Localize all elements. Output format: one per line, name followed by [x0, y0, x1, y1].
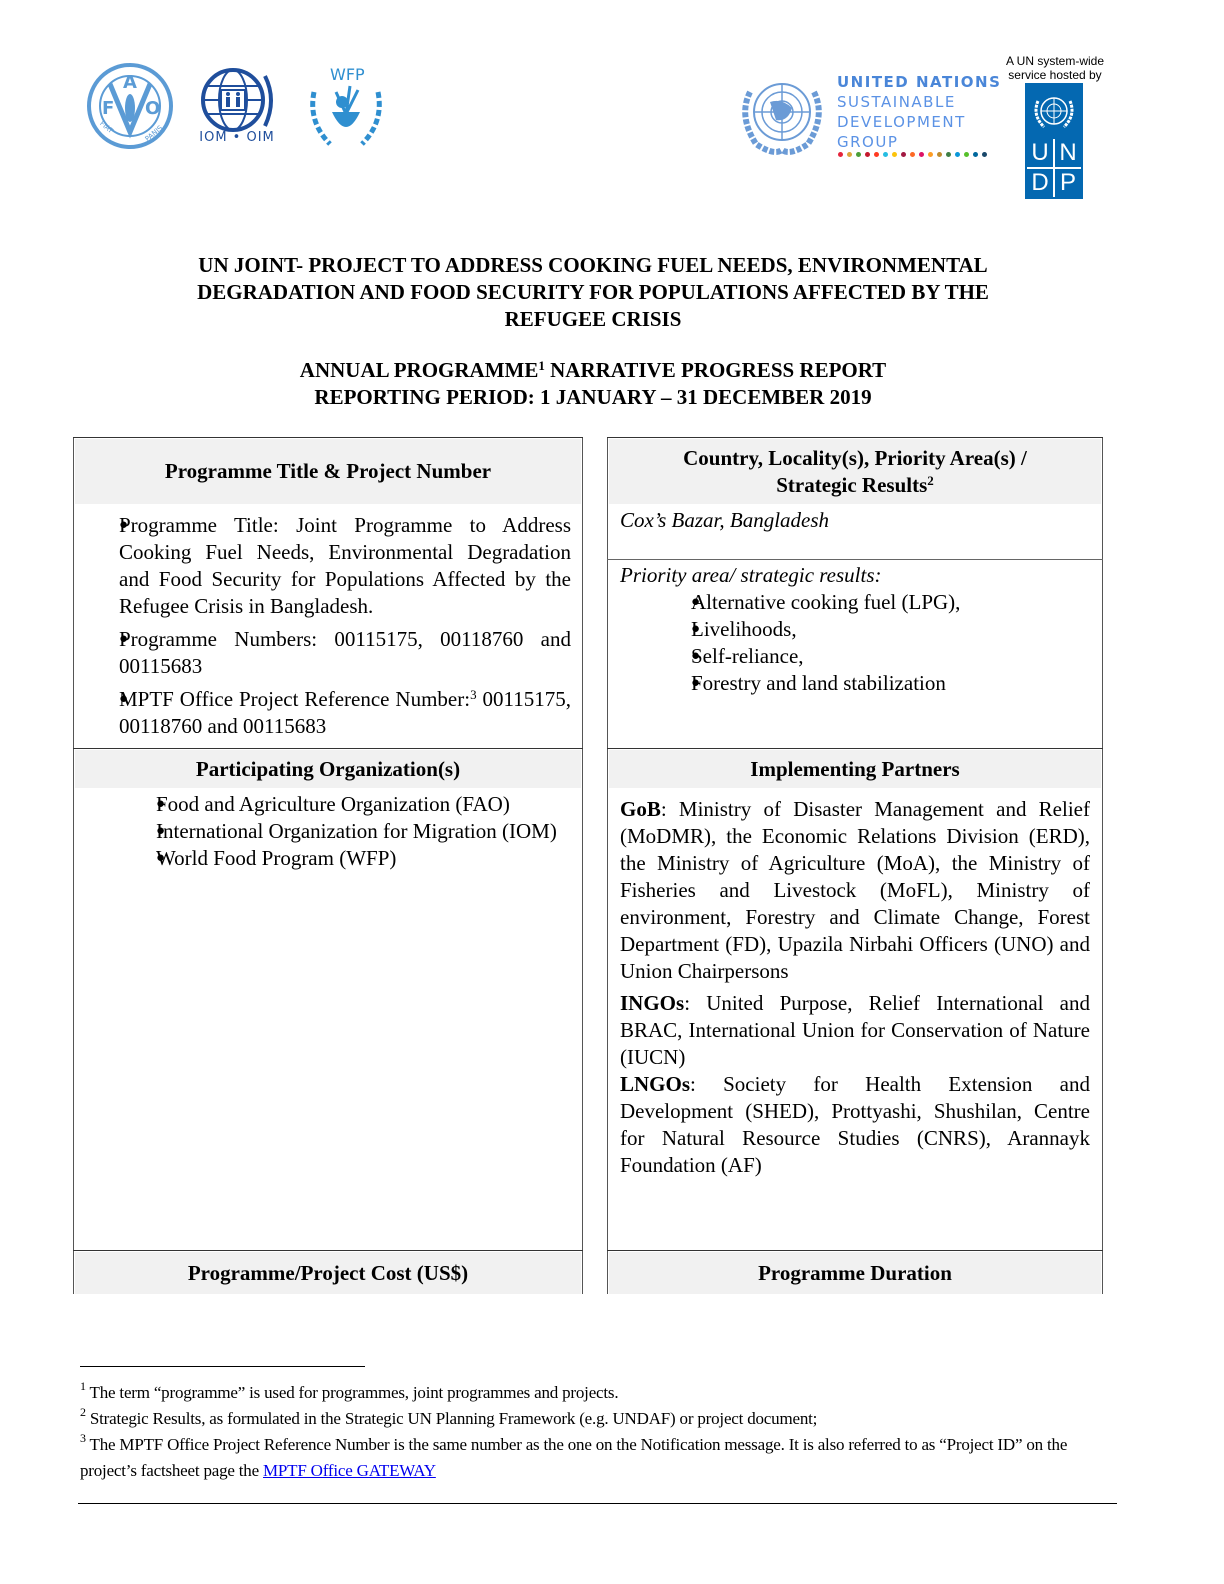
unsdg-line: UNITED NATIONS: [837, 73, 1002, 91]
unsdg-line: SUSTAINABLE: [837, 93, 956, 111]
partner-group-gob: [620, 796, 1090, 985]
wfp-logo: [300, 62, 392, 152]
page-footer-rule: [78, 1503, 1117, 1504]
partner-group-label: INGOs: [620, 991, 685, 1015]
sdg-dot: [856, 152, 861, 157]
country-header-line: Country, Locality(s), Priority Area(s) /: [683, 445, 1027, 470]
undp-letter: D: [1027, 169, 1053, 197]
sdg-dot: [955, 152, 960, 157]
priority-label: Priority area/ strategic results:: [620, 563, 882, 587]
undp-logo: [1025, 83, 1083, 199]
partner-group-ingos: [620, 990, 1090, 1071]
sdg-dot: [901, 152, 906, 157]
country-header-text: Strategic Results: [776, 472, 928, 497]
participating-orgs-header: Participating Organization(s): [75, 750, 581, 788]
sdg-dot: [883, 152, 888, 157]
priority-item: ● Forestry and land stabilization: [691, 670, 1090, 697]
svg-text:FIAT: FIAT: [98, 119, 115, 136]
mptf-gateway-link[interactable]: MPTF Office GATEWAY: [263, 1461, 436, 1480]
footnote-text: The MPTF Office Project Reference Number is the same number as the one on the Notification message. It is also referred to as “Project ID” on the project’s factsheet page the: [80, 1435, 1068, 1480]
hosted-by-caption: A UN system-wide service hosted by: [1005, 54, 1105, 82]
undp-letter: U: [1027, 139, 1053, 167]
priority-item: ● Self-reliance,: [691, 643, 1090, 670]
report-type-line: [80, 357, 1106, 384]
fao-logo: [86, 62, 174, 150]
unsdg-line: GROUP: [837, 133, 899, 151]
mptf-label: MPTF Office Project Reference Number:: [119, 687, 471, 711]
svg-text:O: O: [145, 98, 161, 119]
sdg-dot: [892, 152, 897, 157]
report-type-prefix: ANNUAL PROGRAMME: [299, 358, 539, 382]
sdg-color-dots: [838, 152, 987, 157]
sdg-dot: [919, 152, 924, 157]
partner-group-label: GoB: [620, 797, 661, 821]
table-border: [607, 1250, 1103, 1251]
partner-group-text: : Society for Health Extension and Development (SHED), Prottyashi, Shushilan, Centre for Natural Resource Studies (CNRS), Arannayk Foundation (AF): [620, 1072, 1090, 1177]
sdg-dot: [928, 152, 933, 157]
footnote-ref[interactable]: 1: [538, 358, 545, 373]
undp-letter: N: [1055, 139, 1081, 167]
country-header-line-2: [776, 472, 934, 499]
sdg-dot: [910, 152, 915, 157]
unsdg-line: DEVELOPMENT: [837, 113, 966, 131]
sdg-dot: [865, 152, 870, 157]
mptf-value: 00115175, 00118760 and 00115683: [119, 687, 571, 738]
document-title: [80, 252, 1106, 333]
partner-group-label: LNGOs: [620, 1072, 691, 1096]
footnote-1: [80, 1380, 1080, 1406]
footnote-number: 3: [80, 1431, 86, 1445]
footnote-number: 1: [80, 1379, 86, 1393]
implementing-partners: [620, 796, 1090, 1179]
programme-info: [85, 512, 571, 740]
unsdg-wordmark: [837, 72, 1001, 152]
priority-item: ● Alternative cooking fuel (LPG),: [691, 589, 1090, 616]
sdg-dot: [874, 152, 879, 157]
sdg-dot: [937, 152, 942, 157]
footnote-ref[interactable]: 3: [470, 687, 477, 702]
footnote-text: The term “programme” is used for programmes, joint programmes and projects.: [85, 1383, 619, 1402]
programme-cost-header: Programme/Project Cost (US$): [75, 1252, 581, 1294]
svg-text:PANIS: PANIS: [143, 123, 165, 144]
programme-duration-header: Programme Duration: [609, 1252, 1101, 1294]
participating-orgs-list: [120, 791, 570, 872]
footnote-number: 2: [80, 1405, 86, 1419]
table-border: [607, 748, 1103, 749]
partner-group-text: : Ministry of Disaster Management and Relief (MoDMR), the Economic Relations Division (ERD), the Ministry of Agriculture (MoA), the Ministry of Fisheries and Livestock (MoFL), Ministry of environment, Forestry and Climate Change, Forest Department (FD), Upazila Nirbahi Officers (UNO) and Union Chairpersons: [620, 797, 1090, 983]
sdg-dot: [982, 152, 987, 157]
programme-numbers-item: [119, 626, 571, 680]
programme-title-item: [119, 512, 571, 620]
undp-letter: P: [1055, 169, 1081, 197]
participating-org: ● World Food Program (WFP): [156, 845, 570, 872]
programme-title-header: Programme Title & Project Number: [75, 439, 581, 504]
footnote-2: [80, 1406, 1080, 1432]
participating-org: ● Food and Agriculture Organization (FAO): [156, 791, 570, 818]
table-border: [73, 1250, 583, 1251]
sdg-dot: [964, 152, 969, 157]
footnotes: [80, 1380, 1080, 1484]
report-type-suffix: NARRATIVE PROGRESS REPORT: [544, 358, 887, 382]
iom-logo-caption: IOM • OIM: [199, 130, 275, 145]
programme-title-text: Programme Title: Joint Programme to Address Cooking Fuel Needs, Environmental Degradation and Food Security for Populations Affected by the Refugee Crisis in Bangladesh.: [119, 513, 571, 618]
title-line: UN JOINT- PROJECT TO ADDRESS COOKING FUEL NEEDS, ENVIRONMENTAL: [198, 253, 988, 277]
sdg-dot: [973, 152, 978, 157]
country-locality-header: [609, 439, 1101, 504]
reporting-period: REPORTING PERIOD: 1 JANUARY – 31 DECEMBER 2019: [314, 385, 872, 409]
svg-text:A: A: [123, 72, 137, 93]
title-line: DEGRADATION AND FOOD SECURITY FOR POPULATIONS AFFECTED BY THE: [197, 280, 989, 304]
sdg-dot: [946, 152, 951, 157]
sdg-dot: [847, 152, 852, 157]
footnote-3: [80, 1432, 1080, 1484]
report-subtitle: [80, 357, 1106, 411]
implementing-partners-header: Implementing Partners: [609, 750, 1101, 788]
svg-text:WFP: WFP: [330, 65, 365, 84]
priority-areas: [620, 562, 1090, 697]
partner-group-lngos: [620, 1071, 1090, 1179]
un-emblem-logo: [734, 72, 830, 156]
table-border: [607, 559, 1103, 560]
footnote-ref[interactable]: 2: [927, 472, 934, 488]
locality-value: Cox’s Bazar, Bangladesh: [620, 508, 830, 532]
mptf-reference-item: [119, 686, 571, 740]
sdg-dot: [838, 152, 843, 157]
footnote-text: Strategic Results, as formulated in the Strategic UN Planning Framework (e.g. UNDAF) or project document;: [85, 1409, 818, 1428]
programme-numbers-text: Programme Numbers: 00115175, 00118760 and 00115683: [119, 627, 571, 678]
svg-text:F: F: [102, 98, 115, 119]
priority-item: ● Livelihoods,: [691, 616, 1090, 643]
undp-emblem-icon: [1032, 89, 1076, 133]
partner-group-text: : United Purpose, Relief International and BRAC, International Union for Conservation of Nature (IUCN): [620, 991, 1090, 1069]
undp-letters: [1025, 137, 1083, 199]
participating-org: ● International Organization for Migration (IOM): [156, 818, 570, 845]
table-border: [73, 748, 583, 749]
title-line: REFUGEE CRISIS: [504, 307, 682, 331]
footnote-separator: [80, 1366, 365, 1367]
